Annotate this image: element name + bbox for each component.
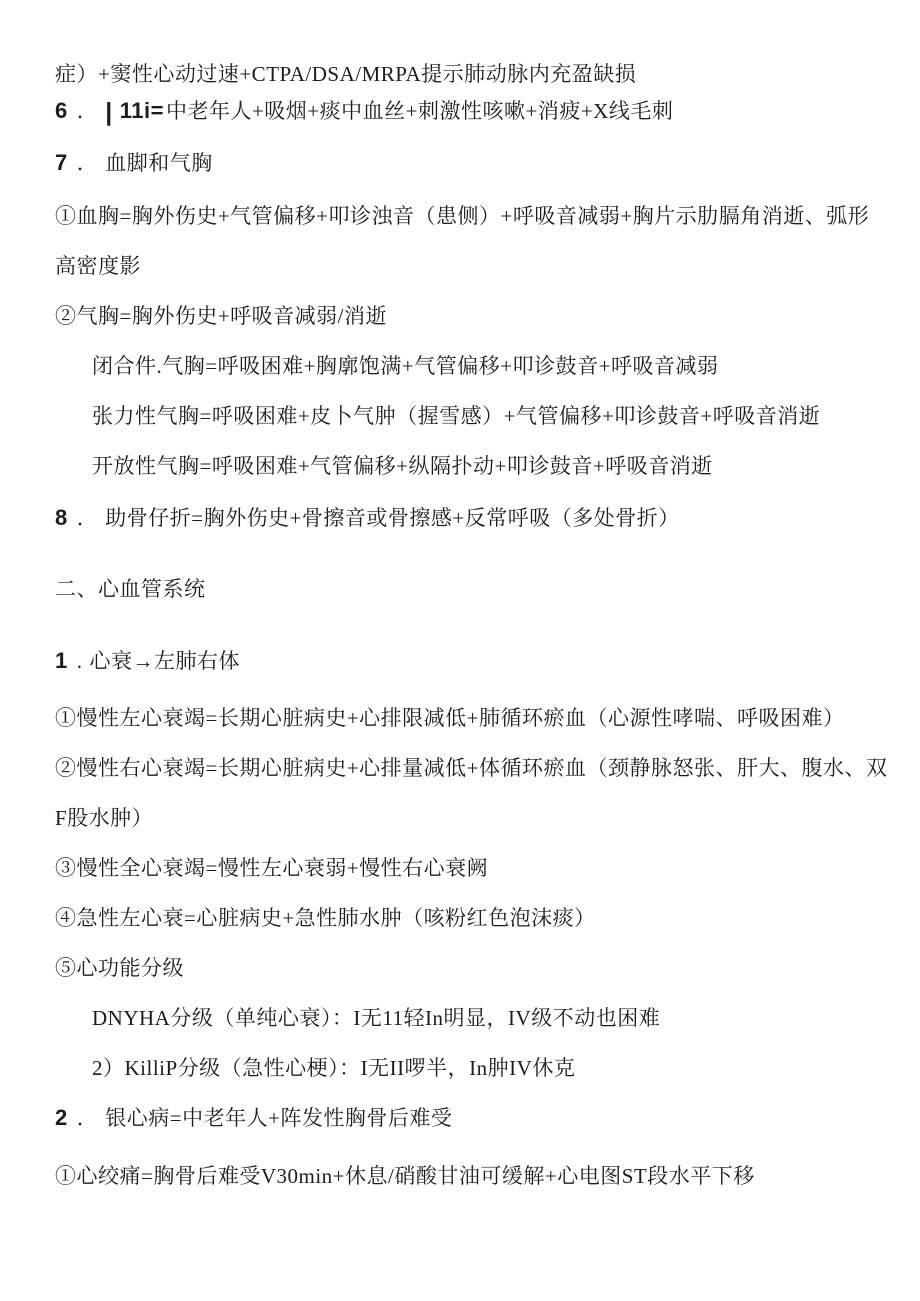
doc-line — [55, 1162, 755, 1190]
doc-line — [55, 854, 488, 882]
line-number: 2 — [55, 1105, 68, 1130]
doc-line — [55, 302, 387, 330]
doc-line — [55, 97, 673, 126]
line-text: ⑤心功能分级 — [55, 956, 184, 980]
line-text: 中老年人+吸烟+痰中血丝+刺激性咳嗽+消疲+X线毛刺 — [165, 99, 674, 123]
doc-line — [55, 954, 184, 982]
separator-dot: ． — [76, 506, 99, 530]
doc-line — [92, 352, 718, 380]
doc-line — [92, 402, 820, 430]
line-text: ①慢性左心衰竭=长期心脏病史+心排限减低+肺循环瘀血（心源性哮喘、呼吸困难） — [55, 706, 845, 730]
doc-line — [55, 252, 141, 280]
line-number: 1 — [55, 648, 68, 673]
line-text: ①心绞痛=胸骨后难受V30min+休息/硝酸甘油可缓解+心电图ST段水平下移 — [55, 1164, 755, 1188]
line-text: 闭合件.气胸=呼吸困难+胸廓饱满+气管偏移+叩诊鼓音+呼吸音减弱 — [92, 354, 719, 378]
line-text: 银心病=中老年人+阵发性胸骨后难受 — [105, 1106, 453, 1130]
line-text: ②气胸=胸外伤史+呼吸音减弱/消逝 — [55, 304, 388, 328]
line-text: 二、心血管系统 — [55, 577, 206, 601]
line-text: 助骨仔折=胸外伤史+骨擦音或骨擦感+反常呼吸（多处骨折） — [105, 506, 680, 530]
line-number: 6 — [55, 98, 68, 123]
line-text: 张力性气胸=呼吸困难+皮卜气肿（握雪感）+气管偏移+叩诊鼓音+呼吸音消逝 — [92, 404, 821, 428]
doc-line — [55, 1104, 452, 1132]
separator-dot: . — [76, 649, 83, 673]
line-text: DNYHA分级（单纯心衰）：I无11轻In明显，IV级不动也困难 — [92, 1006, 661, 1030]
doc-line — [92, 452, 713, 480]
doc-line — [55, 647, 240, 675]
separator-dot: ． — [76, 151, 99, 175]
doc-line — [55, 754, 888, 782]
line-text: ③慢性全心衰竭=慢性左心衰弱+慢性右心衰阙 — [55, 856, 489, 880]
line-text: 2）KilliP分级（急性心梗）：I无II啰半，In肿IV休克 — [92, 1056, 576, 1080]
line-text: ④急性左心衰=心脏病史+急性肺水肿（咳粉红色泡沫痰） — [55, 906, 596, 930]
line-text: 开放性气胸=呼吸困难+气管偏移+纵隔扑动+叩诊鼓音+呼吸音消逝 — [92, 454, 713, 478]
separator-dot: ． — [76, 1106, 99, 1130]
line-text: ②慢性右心衰竭=长期心脏病史+心排量减低+体循环瘀血（颈静脉怒张、肝大、腹水、双 — [55, 756, 888, 780]
doc-line — [55, 804, 153, 832]
line-number: 7 — [55, 150, 68, 175]
bold-label: 11i= — [119, 98, 164, 123]
doc-line — [92, 1004, 660, 1032]
line-number: 8 — [55, 505, 68, 530]
line-text: 症）+窦性心动过速+CTPA/DSA/MRPA提示肺动脉内充盈缺损 — [55, 62, 637, 86]
doc-line — [55, 149, 213, 177]
line-text: ①血胸=胸外伤史+气管偏移+叩诊浊音（患侧）+呼吸音减弱+胸片示肋膈角消逝、弧形 — [55, 204, 870, 228]
line-text: F股水肿） — [55, 806, 154, 830]
line-text: 血脚和气胸 — [105, 151, 213, 175]
doc-line — [55, 60, 636, 88]
separator-dot: ． — [76, 99, 99, 123]
doc-line — [55, 704, 845, 732]
doc-line — [55, 202, 869, 230]
doc-line — [55, 504, 680, 532]
line-text: 高密度影 — [55, 254, 141, 278]
section-heading — [55, 575, 206, 603]
doc-line — [92, 1054, 575, 1082]
doc-line — [55, 904, 596, 932]
text-cursor: | — [105, 98, 113, 126]
line-text: 心衰→左肺右体 — [89, 649, 240, 673]
